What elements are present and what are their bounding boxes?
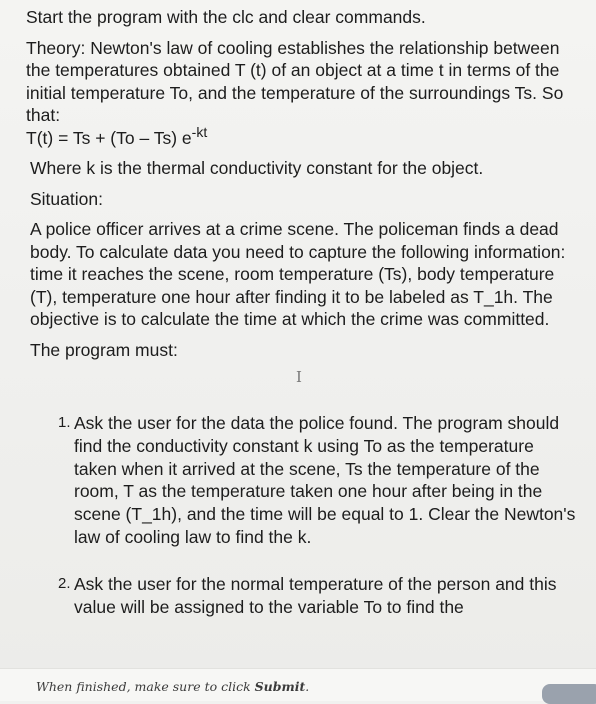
where-k-text: Where k is the thermal conductivity constant for the object. — [30, 158, 484, 178]
text-cursor-icon: I — [296, 368, 302, 386]
situation-paragraph: A police officer arrives at a crime scene. The policeman finds a dead body. To calculate data you need to capture the following information: time it reaches the scene, room temperature (Ts), body temperature (T), temperature one hour after finding it to be labeled as T_1h. The objective is to calculate the time at which the crime was committed. — [30, 219, 566, 329]
list-item-text: Ask the user for the data the police found. The program should find the conductivity constant k using To as the temperature taken when it arrived at the scene, Ts the temperature of the room, T as the temperature taken one hour after being in the scene (T_1h), and the time will be equal to 1. Clear the Newton's law of cooling law to find the k. — [74, 413, 576, 547]
cooling-formula — [26, 123, 586, 150]
situation-label: Situation: — [30, 188, 103, 209]
submit-reminder-text: When finished, make sure to click — [36, 679, 255, 694]
submit-reminder-end: . — [305, 679, 310, 694]
list-item — [58, 412, 578, 549]
submit-button-edge[interactable] — [542, 684, 596, 704]
formula-exponent: -kt — [191, 123, 208, 140]
submit-footer — [0, 668, 596, 701]
instructions-intro — [26, 6, 586, 361]
list-item-text: Ask the user for the normal temperature of the person and this value will be assigned to the variable To to find the — [74, 573, 557, 617]
submit-reminder — [36, 679, 309, 694]
theory-paragraph: Theory: Newton's law of cooling establishes the relationship between the temperatures obtained T (t) of an object at a time t in terms of the initial temperature To, and the temperature of the surroundings Ts. So that: — [26, 37, 564, 125]
submit-word: Submit — [254, 679, 306, 694]
list-item-number: 1. — [58, 414, 71, 431]
formula-base: T(t) = Ts + (To – Ts) e — [26, 127, 192, 148]
list-item — [58, 573, 578, 619]
program-must-label: The program must: — [30, 339, 178, 360]
clc-instruction: Start the program with the clc and clear commands. — [26, 7, 426, 27]
list-item-number: 2. — [58, 574, 71, 592]
requirements-list — [58, 412, 578, 618]
